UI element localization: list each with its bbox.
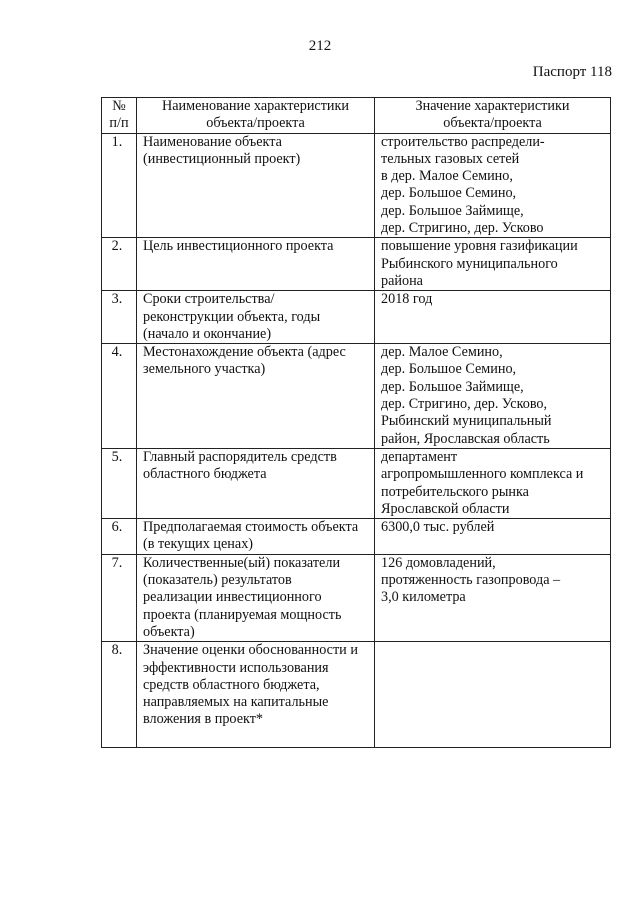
row-characteristic-name	[137, 448, 375, 518]
characteristic-value-line: 2018 год	[381, 291, 433, 308]
row-characteristic-name	[137, 519, 375, 555]
table-row	[102, 642, 611, 748]
characteristic-name-line: Предполагаемая стоимость объекта	[143, 519, 359, 536]
characteristic-name-line: средств областного бюджета,	[143, 676, 320, 693]
page-number: 212	[308, 38, 332, 54]
row-characteristic-value	[375, 554, 611, 641]
table-row	[102, 519, 611, 555]
row-characteristic-name	[137, 291, 375, 344]
characteristic-value-line: Рыбинского муниципального	[381, 255, 558, 272]
characteristic-value-line: 3,0 километра	[381, 589, 466, 606]
row-characteristic-value	[375, 448, 611, 518]
characteristic-value-line: дер. Стригино, дер. Усково	[381, 220, 544, 237]
row-characteristic-name	[137, 133, 375, 238]
table-row	[102, 238, 611, 291]
characteristic-name-line: реконструкции объекта, годы	[143, 308, 321, 325]
row-characteristic-value	[375, 642, 611, 748]
table-row	[102, 344, 611, 449]
characteristic-value-line: департамент	[381, 448, 458, 465]
header-value-line: Значение характеристики	[415, 98, 570, 114]
row-number: 4.	[102, 344, 137, 449]
characteristic-name-line: Главный распорядитель средств	[143, 448, 337, 465]
characteristic-name-line: реализации инвестиционного	[143, 589, 322, 606]
characteristic-name-line: вложения в проект*	[143, 711, 263, 728]
row-characteristic-name	[137, 554, 375, 641]
characteristic-name-line: Наименование объекта	[143, 133, 282, 150]
characteristic-value-line: дер. Большое Семино,	[381, 185, 517, 202]
row-characteristic-value	[375, 133, 611, 238]
header-num	[102, 98, 137, 134]
row-number: 7.	[102, 554, 137, 641]
row-characteristic-value	[375, 519, 611, 555]
characteristic-name-line: Сроки строительства/	[143, 291, 275, 308]
characteristic-name-line: (в текущих ценах)	[143, 536, 254, 553]
characteristic-name-line: эффективности использования	[143, 659, 329, 676]
row-number: 1.	[102, 133, 137, 238]
row-number: 8.	[102, 642, 137, 748]
table-row	[102, 554, 611, 641]
row-number: 2.	[102, 238, 137, 291]
header-num-line: №	[112, 98, 126, 114]
characteristic-value-line: дер. Большое Займище,	[381, 378, 524, 395]
characteristic-name-line: Цель инвестиционного проекта	[143, 238, 334, 255]
characteristic-value-line: района	[381, 272, 423, 289]
row-characteristic-value	[375, 344, 611, 449]
characteristic-value-line: строительство распредели-	[381, 133, 545, 150]
characteristic-name-line: областного бюджета	[143, 466, 267, 483]
characteristic-value-line: протяженность газопровода –	[381, 572, 561, 589]
characteristic-name-line: проекта (планируемая мощность	[143, 606, 342, 623]
characteristic-value-line: 6300,0 тыс. рублей	[381, 519, 495, 536]
row-number: 3.	[102, 291, 137, 344]
row-number: 5.	[102, 448, 137, 518]
characteristic-value-line: район, Ярославская область	[381, 430, 550, 447]
characteristic-name-line: (начало и окончание)	[143, 325, 272, 342]
characteristic-value-line: тельных газовых сетей	[381, 150, 520, 167]
characteristic-value-line: повышение уровня газификации	[381, 238, 578, 255]
table-row	[102, 448, 611, 518]
row-characteristic-value	[375, 238, 611, 291]
table-row	[102, 133, 611, 238]
characteristic-name-line: Значение оценки обоснованности и	[143, 642, 358, 659]
header-name-line: Наименование характеристики	[162, 98, 349, 114]
characteristic-value-line: агропромышленного комплекса и	[381, 466, 584, 483]
characteristic-value-line: дер. Малое Семино,	[381, 344, 503, 361]
header-value-line: объекта/проекта	[443, 115, 542, 132]
passport-title: Паспорт 118	[532, 64, 612, 80]
characteristic-name-line: (инвестиционный проект)	[143, 150, 301, 167]
table-body	[102, 133, 611, 748]
row-number: 6.	[102, 519, 137, 555]
characteristic-name-line: Местонахождение объекта (адрес	[143, 344, 346, 361]
characteristic-name-line: объекта)	[143, 623, 195, 640]
table-header-row	[102, 98, 611, 134]
characteristic-value-line: Рыбинский муниципальный	[381, 413, 552, 430]
characteristic-name-line: (показатель) результатов	[143, 572, 292, 589]
header-name	[137, 98, 375, 134]
passport-table	[101, 97, 611, 748]
characteristic-value-line: дер. Стригино, дер. Усково,	[381, 396, 548, 413]
characteristic-name-line: Количественные(ый) показатели	[143, 554, 341, 571]
row-characteristic-name	[137, 642, 375, 748]
characteristic-value-line: Ярославской области	[381, 500, 510, 517]
characteristic-value-line: дер. Большое Займище,	[381, 202, 524, 219]
characteristic-value-line: 126 домовладений,	[381, 554, 496, 571]
row-characteristic-name	[137, 344, 375, 449]
characteristic-name-line: земельного участка)	[143, 361, 266, 378]
header-value	[375, 98, 611, 134]
table-row	[102, 291, 611, 344]
row-characteristic-value	[375, 291, 611, 344]
header-name-line: объекта/проекта	[206, 115, 305, 132]
characteristic-value-line: в дер. Малое Семино,	[381, 168, 513, 185]
characteristic-value-line: дер. Большое Семино,	[381, 361, 517, 378]
header-num-line: п/п	[109, 115, 129, 132]
characteristic-value-line: потребительского рынка	[381, 483, 529, 500]
row-characteristic-name	[137, 238, 375, 291]
characteristic-name-line: направляемых на капитальные	[143, 694, 329, 711]
